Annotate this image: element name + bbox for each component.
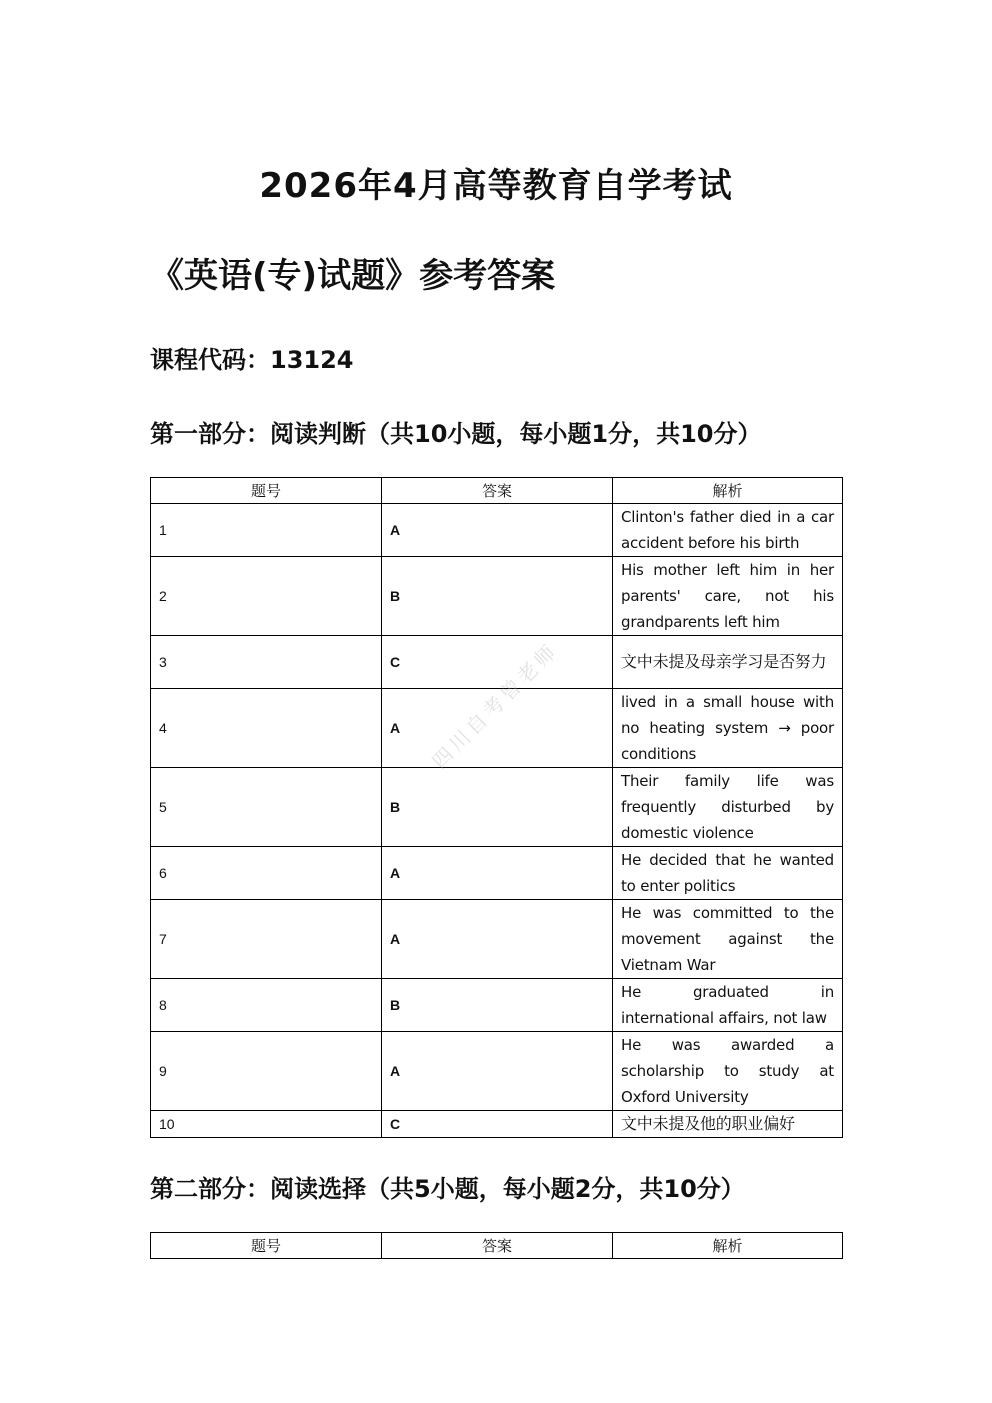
watermark-stamp: 四川自考曾老师 [427,637,563,774]
answer-cell: A [382,900,613,979]
table-row [151,557,843,636]
table-row [151,689,843,768]
explanation-cell: He graduated in international affairs, not law [613,979,843,1032]
question-number: 3 [151,636,382,689]
question-number: 4 [151,689,382,768]
explanation-cell: He decided that he wanted to enter politics [613,847,843,900]
explanation-cell: Their family life was frequently disturbed by domestic violence [613,768,843,847]
header-explanation: 解析 [613,1233,843,1259]
table-row [151,636,843,689]
header-explanation: 解析 [613,478,843,504]
question-number: 2 [151,557,382,636]
explanation-cell: 文中未提及母亲学习是否努力 [613,636,843,689]
explanation-cell: He was awarded a scholarship to study at Oxford University [613,1032,843,1111]
explanation-cell: Clinton's father died in a car accident before his birth [613,504,843,557]
table-header-row [151,478,843,504]
answer-cell: C [382,1111,613,1138]
question-number: 1 [151,504,382,557]
question-number: 7 [151,900,382,979]
table-row [151,768,843,847]
document-title: 2026年4月高等教育自学考试 [259,166,733,206]
explanation-cell: His mother left him in her parents' care, not his grandparents left him [613,557,843,636]
header-answer: 答案 [382,1233,613,1259]
answer-cell: A [382,689,613,768]
section2-heading: 第二部分：阅读选择（共5小题，每小题2分，共10分） [150,1175,745,1203]
table-row [151,979,843,1032]
header-question-number: 题号 [151,1233,382,1259]
header-answer: 答案 [382,478,613,504]
section1-answer-table [150,477,843,1138]
document-subtitle: 《英语(专)试题》参考答案 [150,256,556,296]
explanation-cell: He was committed to the movement against the Vietnam War [613,900,843,979]
explanation-cell: 文中未提及他的职业偏好 [613,1111,843,1138]
table-row [151,900,843,979]
table-row [151,847,843,900]
answer-cell: C [382,636,613,689]
answer-cell: B [382,768,613,847]
answer-cell: A [382,847,613,900]
table-row [151,1032,843,1111]
table-row [151,504,843,557]
question-number: 9 [151,1032,382,1111]
question-number: 8 [151,979,382,1032]
course-code: 课程代码：13124 [150,346,354,374]
table-header-row [151,1233,843,1259]
section2-answer-table [150,1232,843,1259]
section1-heading: 第一部分：阅读判断（共10小题，每小题1分，共10分） [150,420,762,448]
answer-cell: B [382,557,613,636]
table-row [151,1111,843,1138]
answer-cell: A [382,504,613,557]
answer-cell: A [382,1032,613,1111]
question-number: 6 [151,847,382,900]
header-question-number: 题号 [151,478,382,504]
question-number: 5 [151,768,382,847]
explanation-cell: lived in a small house with no heating system → poor conditions [613,689,843,768]
answer-cell: B [382,979,613,1032]
question-number: 10 [151,1111,382,1138]
